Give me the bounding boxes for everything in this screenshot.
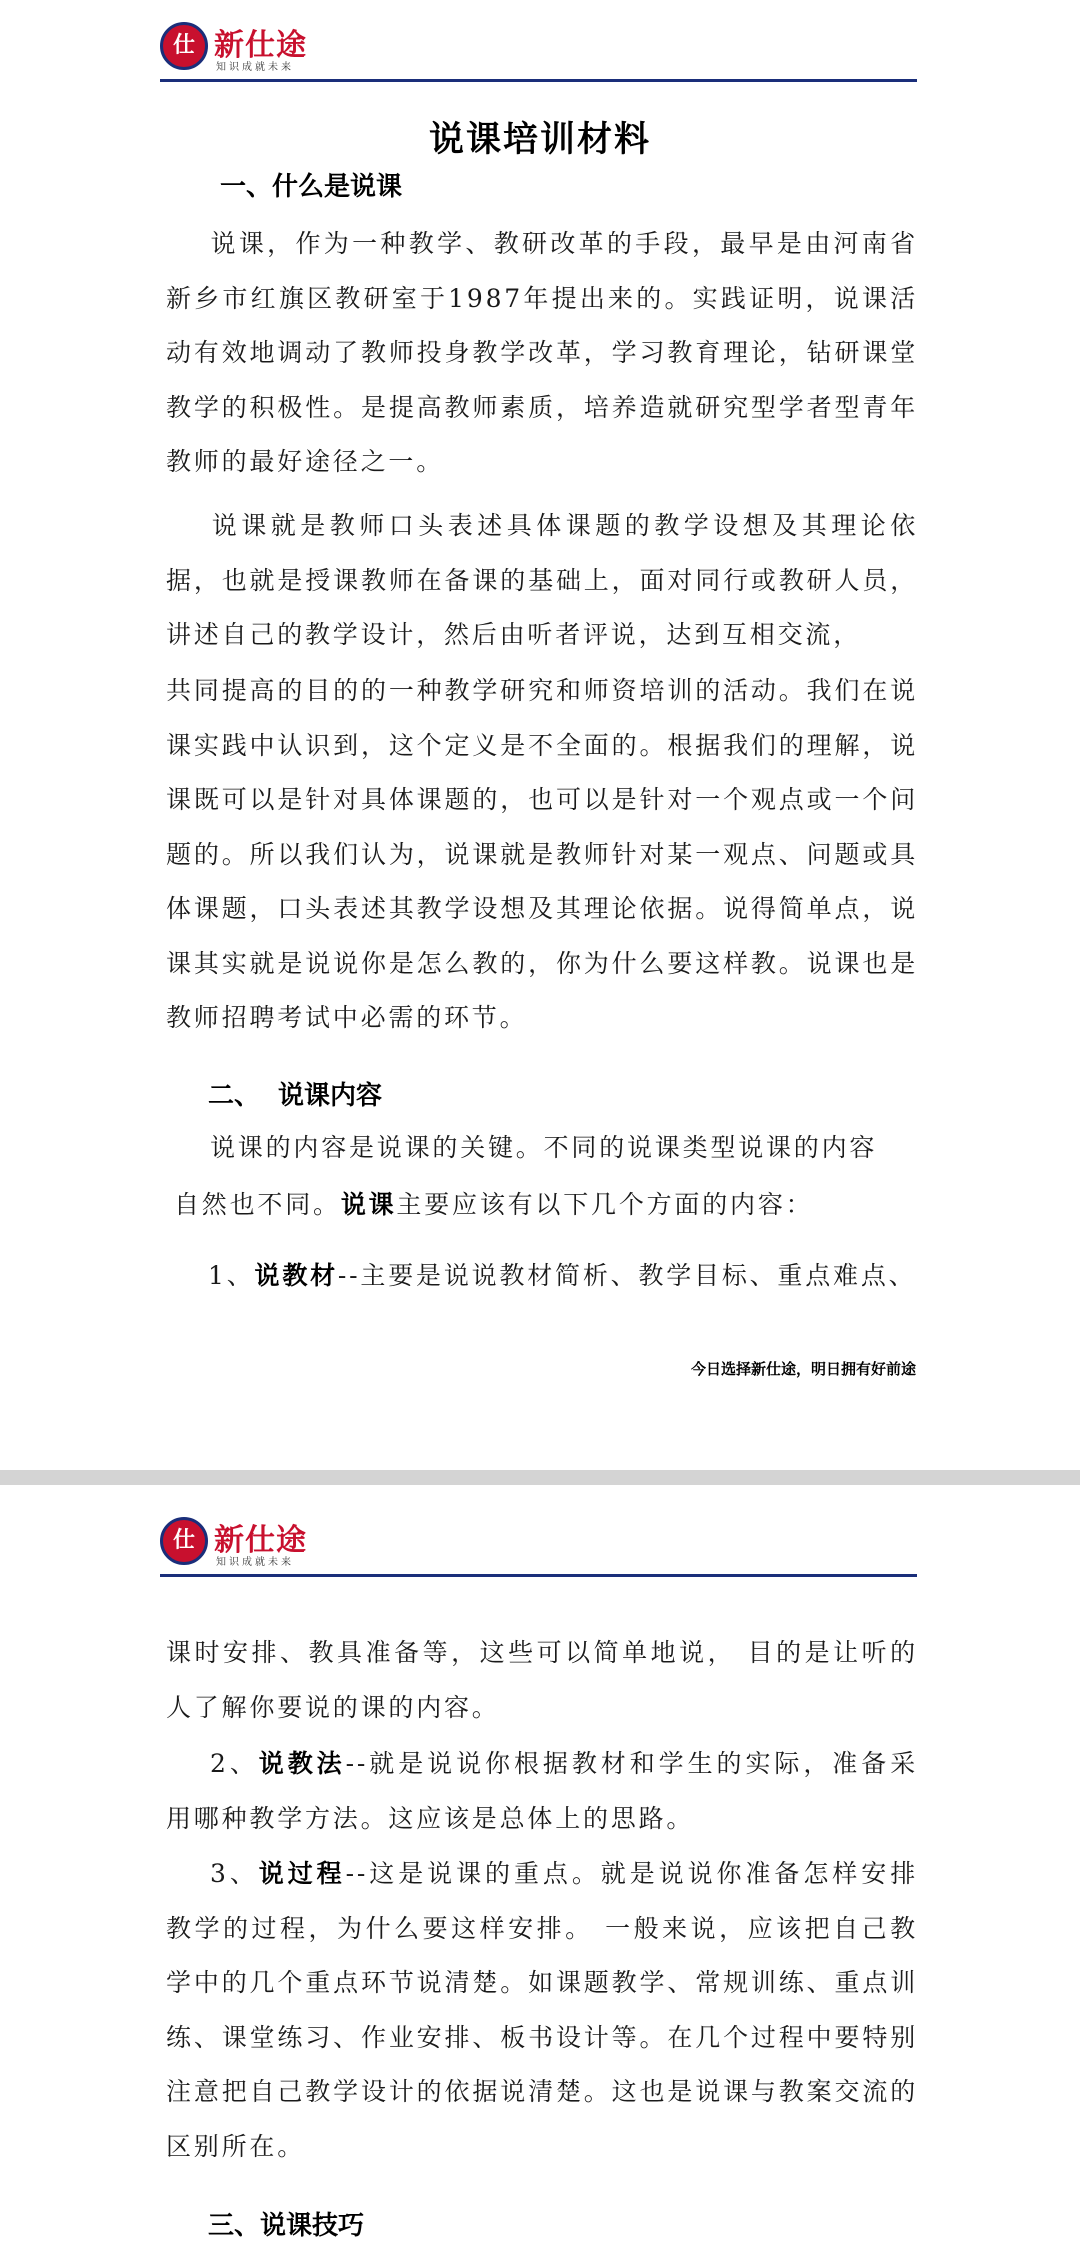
item-number: 3、	[210, 1859, 259, 1888]
paragraph	[166, 217, 918, 490]
page-separator	[0, 1470, 1080, 1485]
section-heading-3-partial: 三、说课技巧	[208, 2211, 365, 2241]
paragraph-text: 说课就是教师口头表述具体课题的教学设想及其理论依据，也就是授课教师在备课的基础上，面对同行或教研人员，讲述自己的教学设计，然后由听者评说，达到互相交流，	[166, 511, 918, 649]
logo-emblem-icon	[160, 22, 208, 70]
section-heading-2	[208, 1075, 382, 1112]
brand-logo	[160, 1511, 320, 1571]
text-span: 主要应该有以下几个方面的内容：	[396, 1190, 814, 1219]
header-divider	[160, 79, 917, 82]
item-text: --就是说说你根据教材和学生的实际，准备采用哪种教学方法。这应该是总体上的思路。	[166, 1749, 918, 1833]
brand-slogan: 知识成就未来	[216, 1557, 294, 1568]
item-text: --主要是说说教材简析、教学目标、重点难点、	[337, 1261, 917, 1290]
paragraph-text: 说课，作为一种教学、教研改革的手段，最早是由河南省新乡市红旗区教研室于1987年提出来的。实践证明，说课活动有效地调动了教师投身教学改革，学习教育理论，钻研课堂教学的积极性。是提高教师素质，培养造就研究型学者型青年教师的最好途径之一。	[166, 229, 918, 476]
section-title: 什么是说课	[272, 172, 403, 202]
paragraph	[166, 499, 918, 663]
list-item	[208, 1256, 916, 1292]
list-item	[166, 1737, 918, 1846]
section-number: 一、	[220, 172, 273, 202]
page-header	[160, 16, 917, 82]
keyword: 说过程	[258, 1859, 346, 1888]
paragraph-text: 课时安排、教具准备等，这些可以简单地说， 目的是让听的人了解你要说的课的内容。	[166, 1638, 918, 1722]
section-title: 说课内容	[278, 1081, 383, 1111]
document-page-2	[0, 1485, 1080, 2241]
item-number: 2、	[210, 1749, 259, 1778]
logo-emblem-icon	[160, 1517, 208, 1565]
brand-name: 新仕途	[214, 28, 307, 63]
keyword: 说教材	[254, 1261, 338, 1290]
page-footer: 今日选择新仕途，明日拥有好前途	[690, 1360, 916, 1378]
text-line: 说课的内容是说课的关键。不同的说课类型说课的内容	[210, 1133, 878, 1162]
paragraph-text: 共同提高的目的的一种教学研究和师资培训的活动。我们在说课实践中认识到，这个定义是不全面的。根据我们的理解，说课既可以是针对具体课题的，也可以是针对一个观点或一个问题的。所以我们认为，说课就是教师针对某一观点、问题或具体课题，口头表述其教学设想及其理论依据。说得简单点，说课其实就是说说你是怎么教的，你为什么要这样教。说课也是教师招聘考试中必需的环节。	[166, 676, 918, 1032]
logo-mark: 仕	[172, 33, 195, 58]
paragraph-continued	[166, 664, 918, 1046]
brand-logo	[160, 16, 320, 76]
section-heading-1	[220, 166, 402, 203]
paragraph	[166, 1626, 918, 1735]
text-span: 自然也不同。	[174, 1190, 341, 1219]
logo-mark: 仕	[172, 1528, 195, 1553]
item-number: 1、	[208, 1261, 255, 1290]
keyword: 说课	[340, 1190, 397, 1219]
keyword: 说教法	[258, 1749, 346, 1778]
list-item	[166, 1847, 918, 2174]
brand-slogan: 知识成就未来	[216, 62, 294, 73]
brand-name: 新仕途	[214, 1523, 307, 1558]
section-number: 二、	[208, 1081, 261, 1111]
document-title: 说课培训材料	[428, 120, 651, 160]
header-divider	[160, 1574, 917, 1577]
page-header	[160, 1511, 917, 1577]
item-text: --这是说课的重点。就是说说你准备怎样安排教学的过程，为什么要这样安排。 一般来说，应该把自己教学中的几个重点环节说清楚。如课题教学、常规训练、重点训练、课堂练习、作业安排、板书设计等。在几个过程中要特别注意把自己教学设计的依据说清楚。这也是说课与教案交流的区别所在。	[166, 1859, 918, 2161]
text-line	[174, 1185, 813, 1221]
